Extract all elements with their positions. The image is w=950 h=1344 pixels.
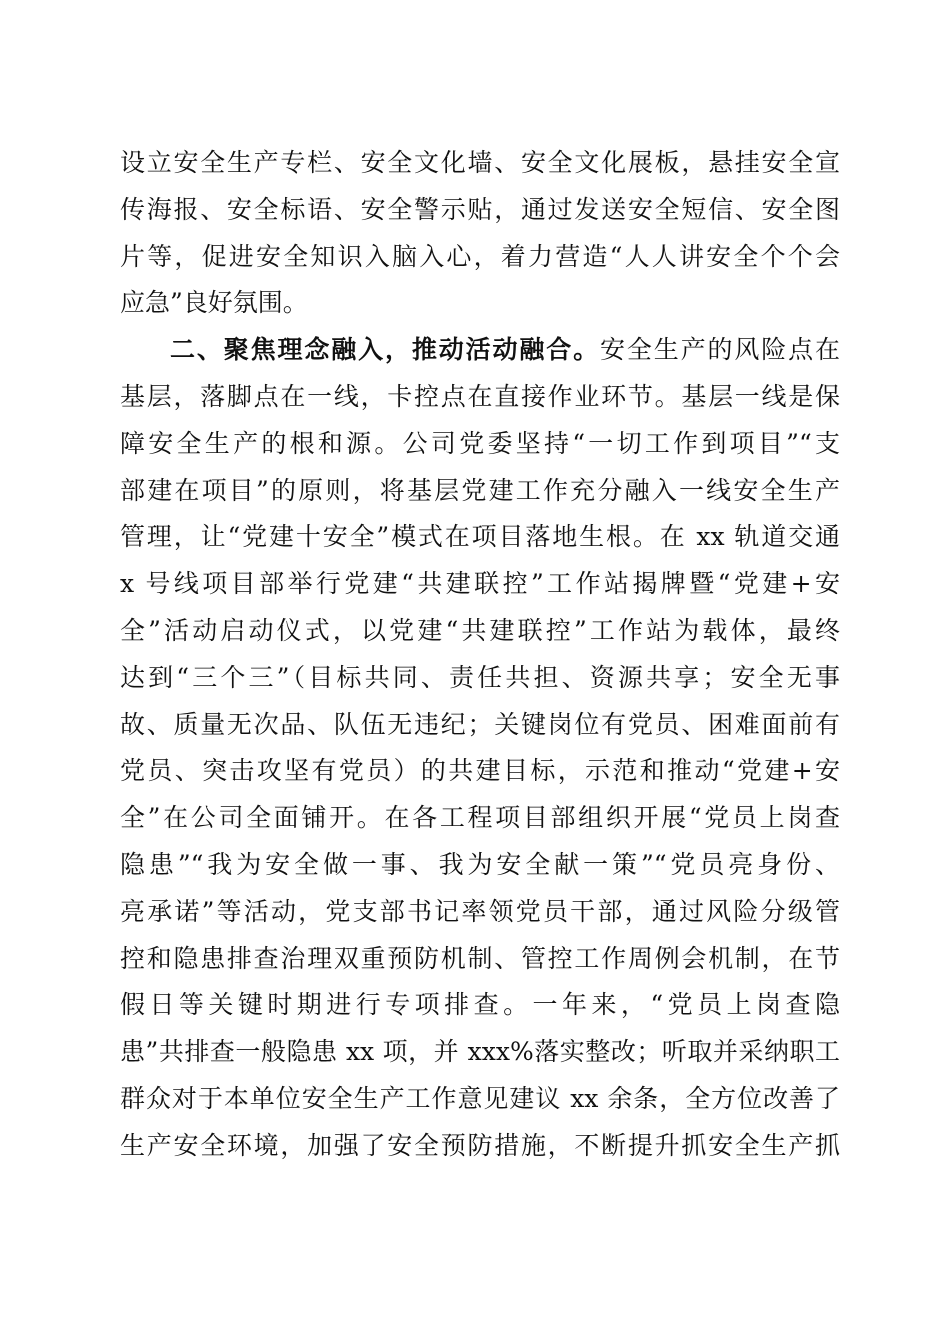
- text-line: 患”共排查一般隐患 xx 项，并 xxx%落实整改；听取并采纳职工: [120, 1037, 840, 1067]
- text-line: 亮承诺”等活动，党支部书记率领党员干部，通过风险分级管: [120, 896, 840, 926]
- document-body: [120, 140, 840, 1170]
- text-line: 故、质量无次品、队伍无违纪；关键岗位有党员、困难面前有: [120, 709, 840, 739]
- text-line: 管理，让“党建十安全”模式在项目落地生根。在 xx 轨道交通: [120, 522, 840, 552]
- text-line: 控和隐患排查治理双重预防机制、管控工作周例会机制，在节: [120, 943, 840, 973]
- section-heading-line: [120, 327, 840, 374]
- text-line: 应急”良好氛围。: [120, 288, 308, 318]
- text-line: 群众对于本单位安全生产工作意见建议 xx 余条，全方位改善了: [120, 1083, 840, 1113]
- text-line: 达到“三个三”（目标共同、责任共担、资源共享；安全无事: [120, 662, 840, 692]
- text-line-continuation: 安全生产的风险点在: [599, 335, 840, 365]
- text-line: 部建在项目”的原则，将基层党建工作充分融入一线安全生产: [120, 475, 840, 505]
- text-line: 片等，促进安全知识入脑入心，着力营造“人人讲安全个个会: [120, 241, 840, 271]
- text-line: 传海报、安全标语、安全警示贴，通过发送安全短信、安全图: [120, 194, 840, 224]
- text-line: x 号线项目部举行党建“共建联控”工作站揭牌暨“党建+安: [120, 569, 840, 599]
- section-heading: 二、聚焦理念融入，推动活动融合。: [170, 335, 600, 365]
- text-line: 全”在公司全面铺开。在各工程项目部组织开展“党员上岗查: [120, 803, 840, 833]
- text-line: 障安全生产的根和源。公司党委坚持“一切工作到项目”“支: [120, 428, 840, 458]
- text-line: 党员、突击攻坚有党员）的共建目标，示范和推动“党建+安: [120, 756, 840, 786]
- text-line: 隐患”“我为安全做一事、我为安全献一策”“党员亮身份、: [120, 849, 840, 879]
- text-line: 假日等关键时期进行专项排查。一年来，“党员上岗查隐: [120, 990, 840, 1020]
- text-line: 设立安全生产专栏、安全文化墙、安全文化展板，悬挂安全宣: [120, 148, 840, 177]
- text-line: 基层，落脚点在一线，卡控点在直接作业环节。基层一线是保: [120, 381, 840, 411]
- text-line: 生产安全环境，加强了安全预防措施，不断提升抓安全生产抓: [120, 1130, 840, 1160]
- text-line: 全”活动启动仪式，以党建“共建联控”工作站为载体，最终: [120, 615, 840, 645]
